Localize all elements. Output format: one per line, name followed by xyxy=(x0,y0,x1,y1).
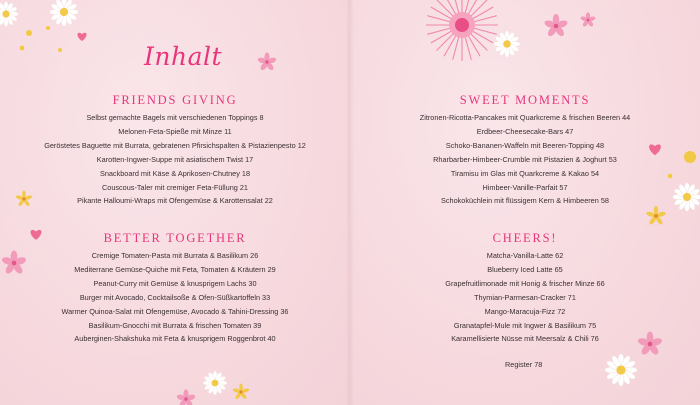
section-friends-giving xyxy=(25,93,325,208)
recipe-entry: Couscous-Taler mit cremiger Feta-Füllung 21 xyxy=(102,182,248,192)
recipe-entry: Schokoküchlein mit flüssigem Kern & Himbeeren 58 xyxy=(441,196,609,206)
recipe-list xyxy=(375,111,675,208)
recipe-entry: Schoko-Bananen-Waffeln mit Beeren-Topping 48 xyxy=(445,140,605,150)
page-title: Inhalt xyxy=(144,42,223,71)
recipe-entry: Geröstetes Baguette mit Burrata, gebratenen Pfirsichspalten & Pistazienpesto 12 xyxy=(44,140,306,150)
recipe-entry: Mango-Maracuja-Fizz 72 xyxy=(484,306,566,316)
recipe-entry: Erdbeer-Cheesecake-Bars 47 xyxy=(476,126,574,136)
recipe-entry: Peanut-Curry mit Gemüse & knusprigem Lachs 30 xyxy=(93,278,257,288)
recipe-entry: Karamellisierte Nüsse mit Meersalz & Chili 76 xyxy=(451,334,599,344)
recipe-entry: Auberginen-Shakshuka mit Feta & knusprigem Roggenbrot 40 xyxy=(74,334,276,344)
register-entry: Register 78 xyxy=(505,360,543,369)
recipe-entry: Karotten-Ingwer-Suppe mit asiatischem Twist 17 xyxy=(96,154,254,164)
recipe-list xyxy=(25,249,325,346)
recipe-entry: Burger mit Avocado, Cocktailsoße & Ofen-Süßkartoffeln 33 xyxy=(79,292,271,302)
recipe-entry: Blueberry Iced Latte 65 xyxy=(487,264,563,274)
recipe-entry: Matcha-Vanilla-Latte 62 xyxy=(486,251,564,260)
sunburst-flower-icon xyxy=(426,0,498,61)
recipe-entry: Granatapfel-Mule mit Ingwer & Basilikum 75 xyxy=(453,320,597,330)
recipe-entry: Thymian-Parmesan-Cracker 71 xyxy=(474,292,576,302)
recipe-list xyxy=(375,249,675,346)
section-title: BETTER TOGETHER xyxy=(103,231,247,245)
recipe-entry: Warmer Quinoa-Salat mit Ofengemüse, Avocado & Tahini-Dressing 36 xyxy=(61,306,289,316)
recipe-entry: Selbst gemachte Bagels mit verschiedenen Toppings 8 xyxy=(86,113,264,122)
recipe-entry: Rharbarber-Himbeer-Crumble mit Pistazien & Joghurt 53 xyxy=(433,154,617,164)
recipe-entry: Zitronen-Ricotta-Pancakes mit Quarkcreme & frischen Beeren 44 xyxy=(419,113,631,122)
book-gutter xyxy=(346,0,354,405)
recipe-entry: Melonen-Feta-Spieße mit Minze 11 xyxy=(118,126,232,136)
recipe-entry: Tiramisu im Glas mit Quarkcreme & Kakao 54 xyxy=(450,168,600,178)
section-title: FRIENDS GIVING xyxy=(112,93,238,107)
recipe-entry: Himbeer-Vanille-Parfait 57 xyxy=(482,182,568,192)
section-sweet-moments xyxy=(375,93,675,208)
section-cheers xyxy=(375,231,675,346)
recipe-entry: Grapefruitlimonade mit Honig & frischer Minze 66 xyxy=(445,278,605,288)
section-title: SWEET MOMENTS xyxy=(459,93,591,107)
section-title: CHEERS! xyxy=(492,231,558,245)
recipe-entry: Pikante Halloumi-Wraps mit Ofengemüse & Karottensalat 22 xyxy=(77,196,273,206)
section-better-together xyxy=(25,231,325,346)
recipe-entry: Basilikum-Gnocchi mit Burrata & frischen Tomaten 39 xyxy=(88,320,262,330)
recipe-entry: Cremige Tomaten-Pasta mit Burrata & Basilikum 26 xyxy=(91,251,259,260)
recipe-entry: Mediterrane Gemüse-Quiche mit Feta, Tomaten & Kräutern 29 xyxy=(74,264,276,274)
right-page xyxy=(350,0,700,405)
recipe-entry: Snackboard mit Käse & Aprikosen-Chutney 18 xyxy=(99,168,251,178)
recipe-list xyxy=(25,111,325,208)
